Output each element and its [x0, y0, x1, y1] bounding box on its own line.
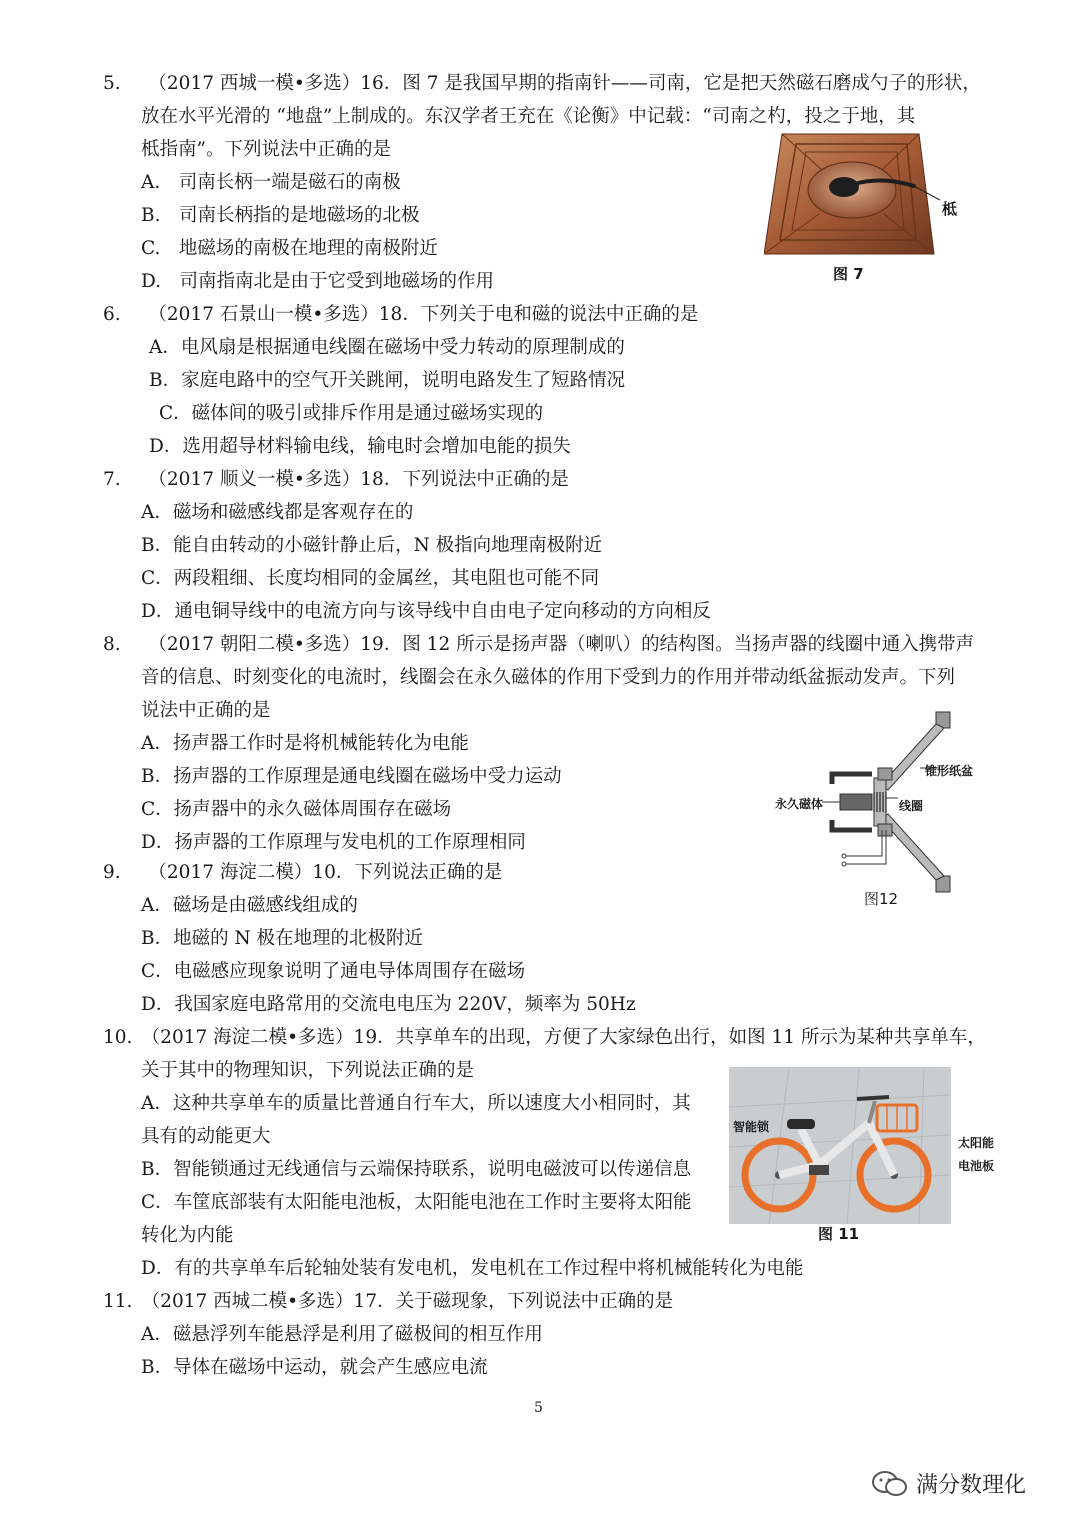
q8-option-c: C．扬声器中的永久磁体周围存在磁场 [141, 799, 452, 820]
q9-option-b: B．地磁的 N 极在地理的北极附近 [141, 928, 424, 949]
watermark [870, 1468, 1026, 1499]
q5-figure-label: 柢 [942, 200, 958, 218]
q8-option-a: A．扬声器工作时是将机械能转化为电能 [141, 733, 469, 754]
q11-option-b: B．导体在磁场中运动，就会产生感应电流 [141, 1357, 488, 1378]
compass-figure [764, 132, 979, 262]
q9-option-a: A．磁场是由磁感线组成的 [141, 895, 358, 916]
q5-stem-line3: 柢指南”。下列说法中正确的是 [141, 139, 391, 160]
q6-option-b: B．家庭电路中的空气开关跳闸，说明电路发生了短路情况 [149, 370, 626, 391]
q10-label-lock: 智能锁 [733, 1120, 770, 1134]
q10-option-c-line1: C．车筐底部装有太阳能电池板，太阳能电池在工作时主要将太阳能 [141, 1192, 692, 1213]
q9-option-d: D．我国家庭电路常用的交流电电压为 220V，频率为 50Hz [141, 994, 636, 1015]
q8-stem-line2: 音的信息、时刻变化的电流时，线圈会在永久磁体的作用下受到力的作用并带动纸盆振动发声。下列 [141, 667, 956, 688]
q6-option-c: C．磁体间的吸引或排斥作用是通过磁场实现的 [159, 403, 544, 424]
q11-option-a: A．磁悬浮列车能悬浮是利用了磁极间的相互作用 [141, 1324, 543, 1345]
q5-stem-line1: 5. （2017 西城一模•多选）16．图 7 是我国早期的指南针——司南，它是把天然磁石磨成勺子的形状， [103, 73, 981, 94]
q10-figure-caption: 图 11 [818, 1225, 860, 1243]
q5-figure-caption: 图 7 [833, 265, 864, 283]
q10-label-solar-2: 电池板 [958, 1159, 995, 1173]
q7-option-c: C．两段粗细、长度均相同的金属丝，其电阻也可能不同 [141, 568, 600, 589]
q8-label-magnet: 永久磁体 [775, 797, 824, 811]
page-number: 5 [534, 1400, 543, 1416]
q8-figure-caption: 图12 [864, 890, 899, 908]
q10-label-solar-1: 太阳能 [958, 1136, 995, 1150]
bicycle-figure [729, 1067, 951, 1224]
q9-stem: 9. （2017 海淀二模）10．下列说法正确的是 [103, 862, 503, 883]
q7-stem: 7. （2017 顺义一模•多选）18．下列说法中正确的是 [103, 469, 569, 490]
q5-stem-line2: 放在水平光滑的 “地盘”上制成的。东汉学者王充在《论衡》中记载：“司南之杓，投之于地，其 [141, 106, 916, 127]
q10-stem-line2: 关于其中的物理知识，下列说法正确的是 [141, 1060, 475, 1081]
q9-option-c: C．电磁感应现象说明了通电导体周围存在磁场 [141, 961, 526, 982]
q10-option-a-line2: 具有的动能更大 [141, 1126, 271, 1147]
q6-stem: 6. （2017 石景山一模•多选）18．下列关于电和磁的说法中正确的是 [103, 304, 699, 325]
q6-option-d: D．选用超导材料输电线，输电时会增加电能的损失 [149, 436, 571, 457]
q8-label-cone: 锥形纸盆 [925, 764, 974, 778]
q7-option-d: D．通电铜导线中的电流方向与该导线中自由电子定向移动的方向相反 [141, 601, 711, 622]
q5-option-d: D. 司南指南北是由于它受到地磁场的作用 [141, 271, 495, 292]
q10-stem-line1: 10. （2017 海淀二模•多选）19．共享单车的出现，方便了大家绿色出行，如图 11 所示为某种共享单车， [103, 1027, 986, 1048]
q10-option-c-line2: 转化为内能 [141, 1225, 234, 1246]
q8-stem-line3: 说法中正确的是 [141, 700, 271, 721]
q5-option-b: B. 司南长柄指的是地磁场的北极 [141, 205, 420, 226]
q6-option-a: A．电风扇是根据通电线圈在磁场中受力转动的原理制成的 [149, 337, 625, 358]
watermark-text: 满分数理化 [916, 1473, 1027, 1498]
wechat-icon [870, 1469, 910, 1499]
q7-option-b: B．能自由转动的小磁针静止后，N 极指向地理南极附近 [141, 535, 603, 556]
q5-option-a: A. 司南长柄一端是磁石的南极 [141, 172, 401, 193]
q10-option-b: B．智能锁通过无线通信与云端保持联系，说明电磁波可以传递信息 [141, 1159, 692, 1180]
q8-option-b: B．扬声器的工作原理是通电线圈在磁场中受力运动 [141, 766, 562, 787]
q8-option-d: D．扬声器的工作原理与发电机的工作原理相同 [141, 832, 526, 853]
q10-option-a-line1: A．这种共享单车的质量比普通自行车大，所以速度大小相同时，其 [141, 1093, 691, 1114]
q10-option-d: D．有的共享单车后轮轴处装有发电机，发电机在工作过程中将机械能转化为电能 [141, 1258, 804, 1279]
q11-stem: 11. （2017 西城二模•多选）17．关于磁现象，下列说法中正确的是 [103, 1291, 674, 1312]
q8-label-coil: 线圈 [899, 799, 924, 813]
q5-option-c: C. 地磁场的南极在地理的南极附近 [141, 238, 438, 259]
q8-stem-line1: 8. （2017 朝阳二模•多选）19．图 12 所示是扬声器（喇叭）的结构图。当扬声器的线圈中通入携带声 [103, 634, 975, 655]
q7-option-a: A．磁场和磁感线都是客观存在的 [141, 502, 414, 523]
